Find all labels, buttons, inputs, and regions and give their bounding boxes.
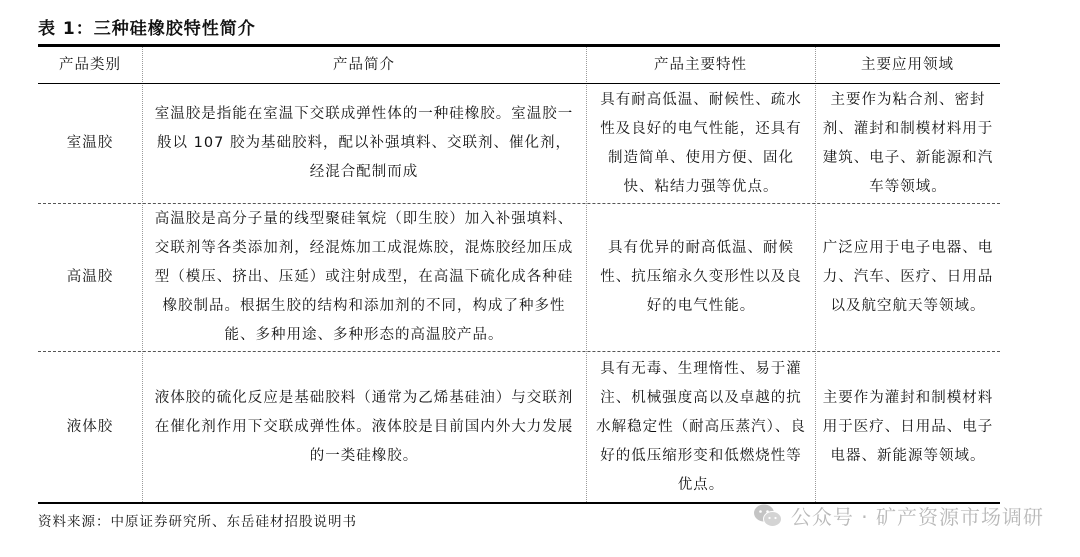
column-divider [142,47,143,502]
table-title: 表 1：三种硅橡胶特性简介 [38,19,256,39]
row3-applications: 主要作为灌封和制模材料用于医疗、日用品、电子电器、新能源等领域。 [822,389,994,464]
row2-intro: 高温胶是高分子量的线型聚硅氧烷（即生胶）加入补强填料、交联剂等各类添加剂，经混炼加工成混炼胶，混炼胶经加压成型（模压、挤出、压延）或注射成型，在高温下硫化成各种硅橡胶制品。根据生胶的结构和添加剂的不同，构成了种多性能、多种用途、多种形态的高温胶产品。 [154,211,574,343]
row1-category: 室温胶 [66,135,114,151]
row2-category: 高温胶 [66,269,114,285]
row1-features: 具有耐高低温、耐候性、疏水性及良好的电气性能，还具有制造简单、使用方便、固化快、粘结力强等优点。 [600,91,802,195]
column-divider [815,47,816,502]
column-divider [586,47,587,502]
header-applications: 主要应用领域 [861,56,954,73]
row3-features: 具有无毒、生理惰性、易于灌注、机械强度高以及卓越的抗水解稳定性（耐高压蒸汽）、良好的低压缩形变和低燃烧性等优点。 [596,360,806,493]
header-intro: 产品简介 [333,56,395,73]
row1-applications: 主要作为粘合剂、密封剂、灌封和制模材料用于建筑、电子、新能源和汽车等领域。 [822,91,994,195]
row1-intro: 室温胶是指能在室温下交联成弹性体的一种硅橡胶。室温胶一般以 107 胶为基础胶料，配以补强填料、交联剂、催化剂，经混合配制而成 [154,106,574,180]
header-category: 产品类别 [59,56,121,73]
row3-intro: 液体胶的硫化反应是基础胶料（通常为乙烯基硅油）与交联剂在催化剂作用下交联成弹性体。液体胶是目前国内外大力发展的一类硅橡胶。 [154,389,574,464]
row2-applications: 广泛应用于电子电器、电力、汽车、医疗、日用品以及航空航天等领域。 [822,240,994,314]
watermark [753,501,1044,530]
header-features: 产品主要特性 [654,56,747,73]
row2-features: 具有优异的耐高低温、耐候性、抗压缩永久变形性以及良好的电气性能。 [600,240,802,314]
row3-category: 液体胶 [66,418,114,435]
wechat-icon [753,503,783,529]
row-divider [38,203,1000,204]
source-note: 资料来源：中原证券研究所、东岳硅材招股说明书 [38,514,357,530]
row-divider [38,351,1000,352]
watermark-text: 公众号 · 矿产资源市场调研 [790,505,1044,529]
